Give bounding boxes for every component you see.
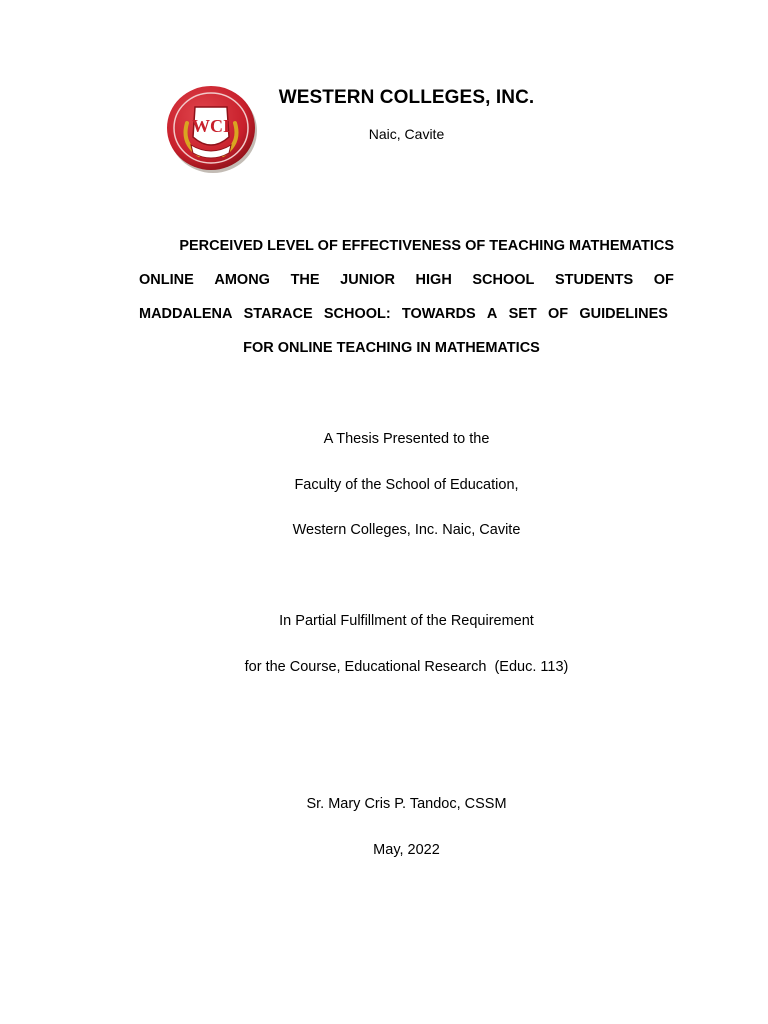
fulfillment-line-1: In Partial Fulfillment of the Requirement (279, 613, 534, 629)
presentation-line-1: A Thesis Presented to the (323, 431, 490, 447)
title-word: SCHOOL: (323, 306, 391, 322)
presentation-line-2: Faculty of the School of Education, (294, 477, 519, 493)
title-word: STUDENTS (555, 272, 634, 288)
thesis-title-line-2 (139, 272, 674, 288)
thesis-title-line-3 (139, 306, 668, 322)
title-word: STARACE (243, 306, 313, 322)
title-word: THE (290, 272, 320, 288)
title-word: OF (653, 272, 674, 288)
thesis-title-line-4: FOR ONLINE TEACHING IN MATHEMATICS (243, 340, 540, 356)
fulfillment-line-2: for the Course, Educational Research (Educ. 113) (244, 659, 569, 675)
logo-letters: WCI (191, 116, 231, 136)
title-word: AMONG (214, 272, 270, 288)
title-word: GUIDELINES (579, 306, 668, 322)
title-word: TOWARDS (401, 306, 476, 322)
author-name: Sr. Mary Cris P. Tandoc, CSSM (306, 796, 507, 812)
title-word: MADDALENA (139, 306, 233, 322)
title-word: JUNIOR (340, 272, 395, 288)
school-location: Naic, Cavite (368, 126, 445, 142)
presentation-line-3: Western Colleges, Inc. Naic, Cavite (292, 522, 521, 538)
title-word: A (486, 306, 498, 322)
title-word: ONLINE (139, 272, 194, 288)
submission-date: May, 2022 (373, 842, 440, 858)
title-word: OF (547, 306, 569, 322)
title-word: SCHOOL (472, 272, 535, 288)
title-word: HIGH (415, 272, 452, 288)
thesis-title-line-1: PERCEIVED LEVEL OF EFFECTIVENESS OF TEACHING MATHEMATICS (179, 238, 674, 254)
school-name: WESTERN COLLEGES, INC. (278, 87, 535, 108)
title-word: SET (508, 306, 537, 322)
